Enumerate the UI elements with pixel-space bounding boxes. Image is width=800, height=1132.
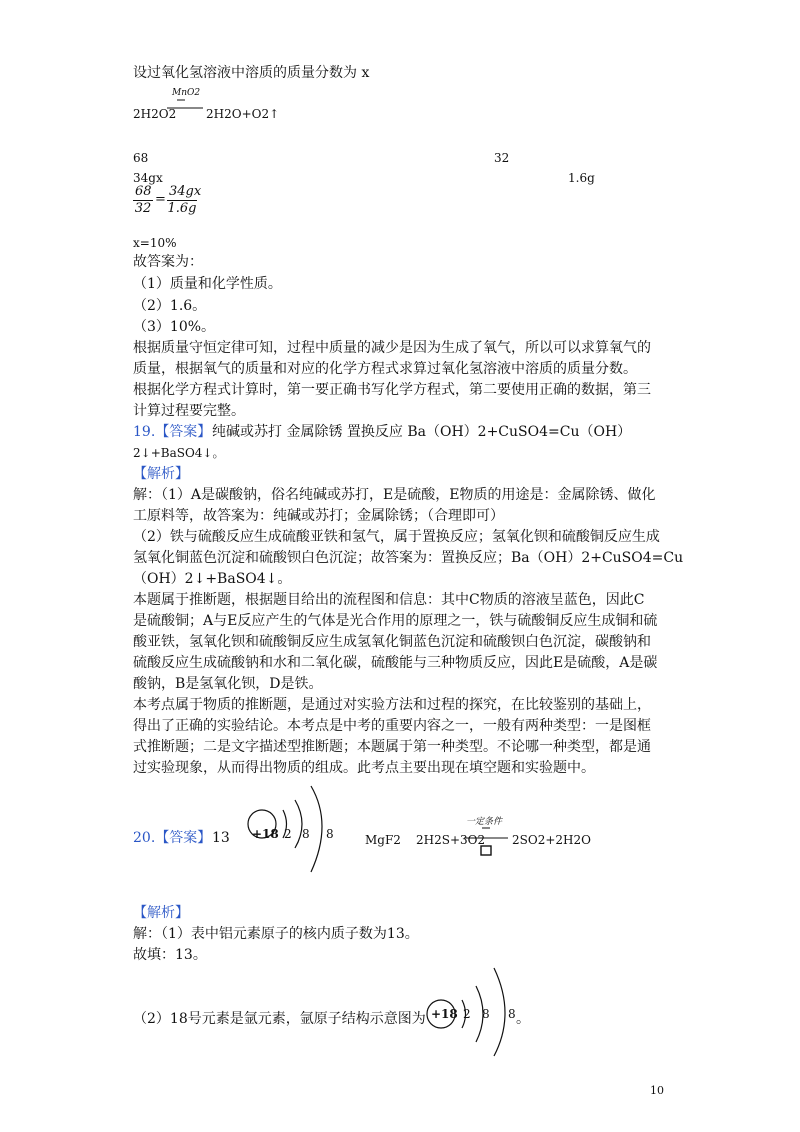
nucleus-charge: +18 <box>431 1007 458 1021</box>
text-line: （2）铁与硫酸反应生成硫酸亚铁和氢气，属于置换反应；氢氧化钡和硫酸铜反应生成 <box>133 529 660 545</box>
jiexi-label: 【解析】 <box>133 905 189 921</box>
text-line: 得出了正确的实验结论。本考点是中考的重要内容之一，一般有两种类型：一是图框 <box>133 718 651 734</box>
text-line: 解：（1）A是碳酸钠，俗名纯碱或苏打，E是硫酸，E物质的用途是：金属除锈、做化 <box>133 487 656 503</box>
text-line: 解：（1）表中铝元素原子的核内质子数为13。 <box>133 926 419 942</box>
value-34gx: 34gx <box>133 171 163 185</box>
jiexi-label: 【解析】 <box>133 466 189 482</box>
frac-left-den: 32 <box>134 201 152 216</box>
text-line: 质量，根据氧气的质量和对应的化学方程式求算过氧化氢溶液中溶质的质量分数。 <box>133 361 637 377</box>
value-1-6g: 1.6g <box>568 171 595 185</box>
frac-right-num: 34gx <box>169 184 202 199</box>
text-line: 硫酸反应生成硫酸钠和水和二氧化碳，硫酸能与三种物质反应，因此E是硫酸，A是碳 <box>133 655 658 671</box>
electron-count: 8 <box>508 1007 516 1021</box>
text-line: 根据化学方程式计算时，第一要正确书写化学方程式，第二要使用正确的数据，第三 <box>133 382 651 398</box>
text-line: 是硫酸铜；A与E反应产生的气体是光合作用的原理之一，铁与硫酸铜反应生成铜和硫 <box>133 613 658 629</box>
reaction20-left: 2H2S+3O2 <box>416 833 486 847</box>
shell-arc <box>295 800 302 848</box>
electron-count: 2 <box>463 1007 471 1021</box>
text-line: （3）10%。 <box>133 319 216 335</box>
reaction20-right: 2SO2+2H2O <box>512 833 591 847</box>
text-line: 设过氧化氢溶液中溶质的质量分数为 x <box>133 65 370 81</box>
electron-count: 8 <box>326 827 334 841</box>
shell-arc <box>494 968 505 1056</box>
reaction-right: 2H2O+O2↑ <box>206 107 280 121</box>
text-line: （2）1.6。 <box>133 298 207 314</box>
q19-answer: 纯碱或苏打 金属除锈 置换反应 Ba（OH）2+CuSO4=Cu（OH） <box>212 424 632 440</box>
text-line: （1）质量和化学性质。 <box>133 276 282 292</box>
equals-sign: = <box>155 192 166 207</box>
proportion-equation <box>133 184 223 224</box>
q20-answer-13: 13 <box>212 830 230 846</box>
text-line: 式推断题；二是文字描述型推断题；本题属于第一种类型。不论哪一种类型，都是通 <box>133 739 651 755</box>
text-line: 故答案为： <box>133 254 203 270</box>
text-line: 酸钠，B是氢氧化钡，D是铁。 <box>133 676 323 692</box>
text-line: 过实验现象，从而得出物质的组成。此考点主要出现在填空题和实验题中。 <box>133 760 595 776</box>
text-line: （OH）2↓+BaSO4↓。 <box>133 571 292 587</box>
text-line: 计算过程要完整。 <box>133 403 245 419</box>
frac-right-den: 1.6g <box>167 201 197 216</box>
reaction-left: 2H2O2 <box>133 107 177 121</box>
catalyst-label: MnO2 <box>172 88 201 98</box>
nucleus-charge: +18 <box>252 827 279 841</box>
frac-left-num: 68 <box>135 184 152 199</box>
text-line: 本考点属于物质的推断题，是通过对实验方法和过程的探究，在比较鉴别的基础上， <box>133 697 651 713</box>
electron-count: 8 <box>482 1007 490 1021</box>
text-line: 根据质量守恒定律可知，过程中质量的减少是因为生成了氧气，所以可以求算氧气的 <box>133 340 651 356</box>
text-line: 工原料等，故答案为：纯碱或苏打；金属除锈；（合理即可） <box>133 508 504 524</box>
q19-label: 19.【答案】 <box>133 424 212 440</box>
page-number: 10 <box>650 1084 664 1097</box>
period-mark: 。 <box>516 1011 530 1027</box>
electron-count: 2 <box>284 827 292 841</box>
text-line: 氢氧化铜蓝色沉淀和硫酸钡白色沉淀；故答案为：置换反应；Ba（OH）2+CuSO4=Cu <box>133 550 684 566</box>
q20-label: 20.【答案】 <box>133 830 212 846</box>
result-x: x=10% <box>133 236 177 250</box>
q19-answer-cont: 2↓+BaSO4↓。 <box>133 446 225 460</box>
text-line: （2）18号元素是氩元素，氩原子结构示意图为 <box>133 1011 426 1027</box>
condition-label: 一定条件 <box>466 817 503 827</box>
text-line: 故填：13。 <box>133 947 207 963</box>
text-line: 酸亚铁，氢氧化钡和硫酸铜反应生成氢氧化铜蓝色沉淀和硫酸钡白色沉淀，碳酸钠和 <box>133 634 651 650</box>
mass-68: 68 <box>133 151 149 165</box>
shell-arc <box>311 786 322 872</box>
mgf2: MgF2 <box>365 833 401 847</box>
electron-count: 8 <box>302 827 310 841</box>
mass-32: 32 <box>494 151 510 165</box>
text-line: 本题属于推断题，根据题目给出的流程图和信息：其中C物质的溶液呈蓝色，因此C <box>133 592 645 608</box>
